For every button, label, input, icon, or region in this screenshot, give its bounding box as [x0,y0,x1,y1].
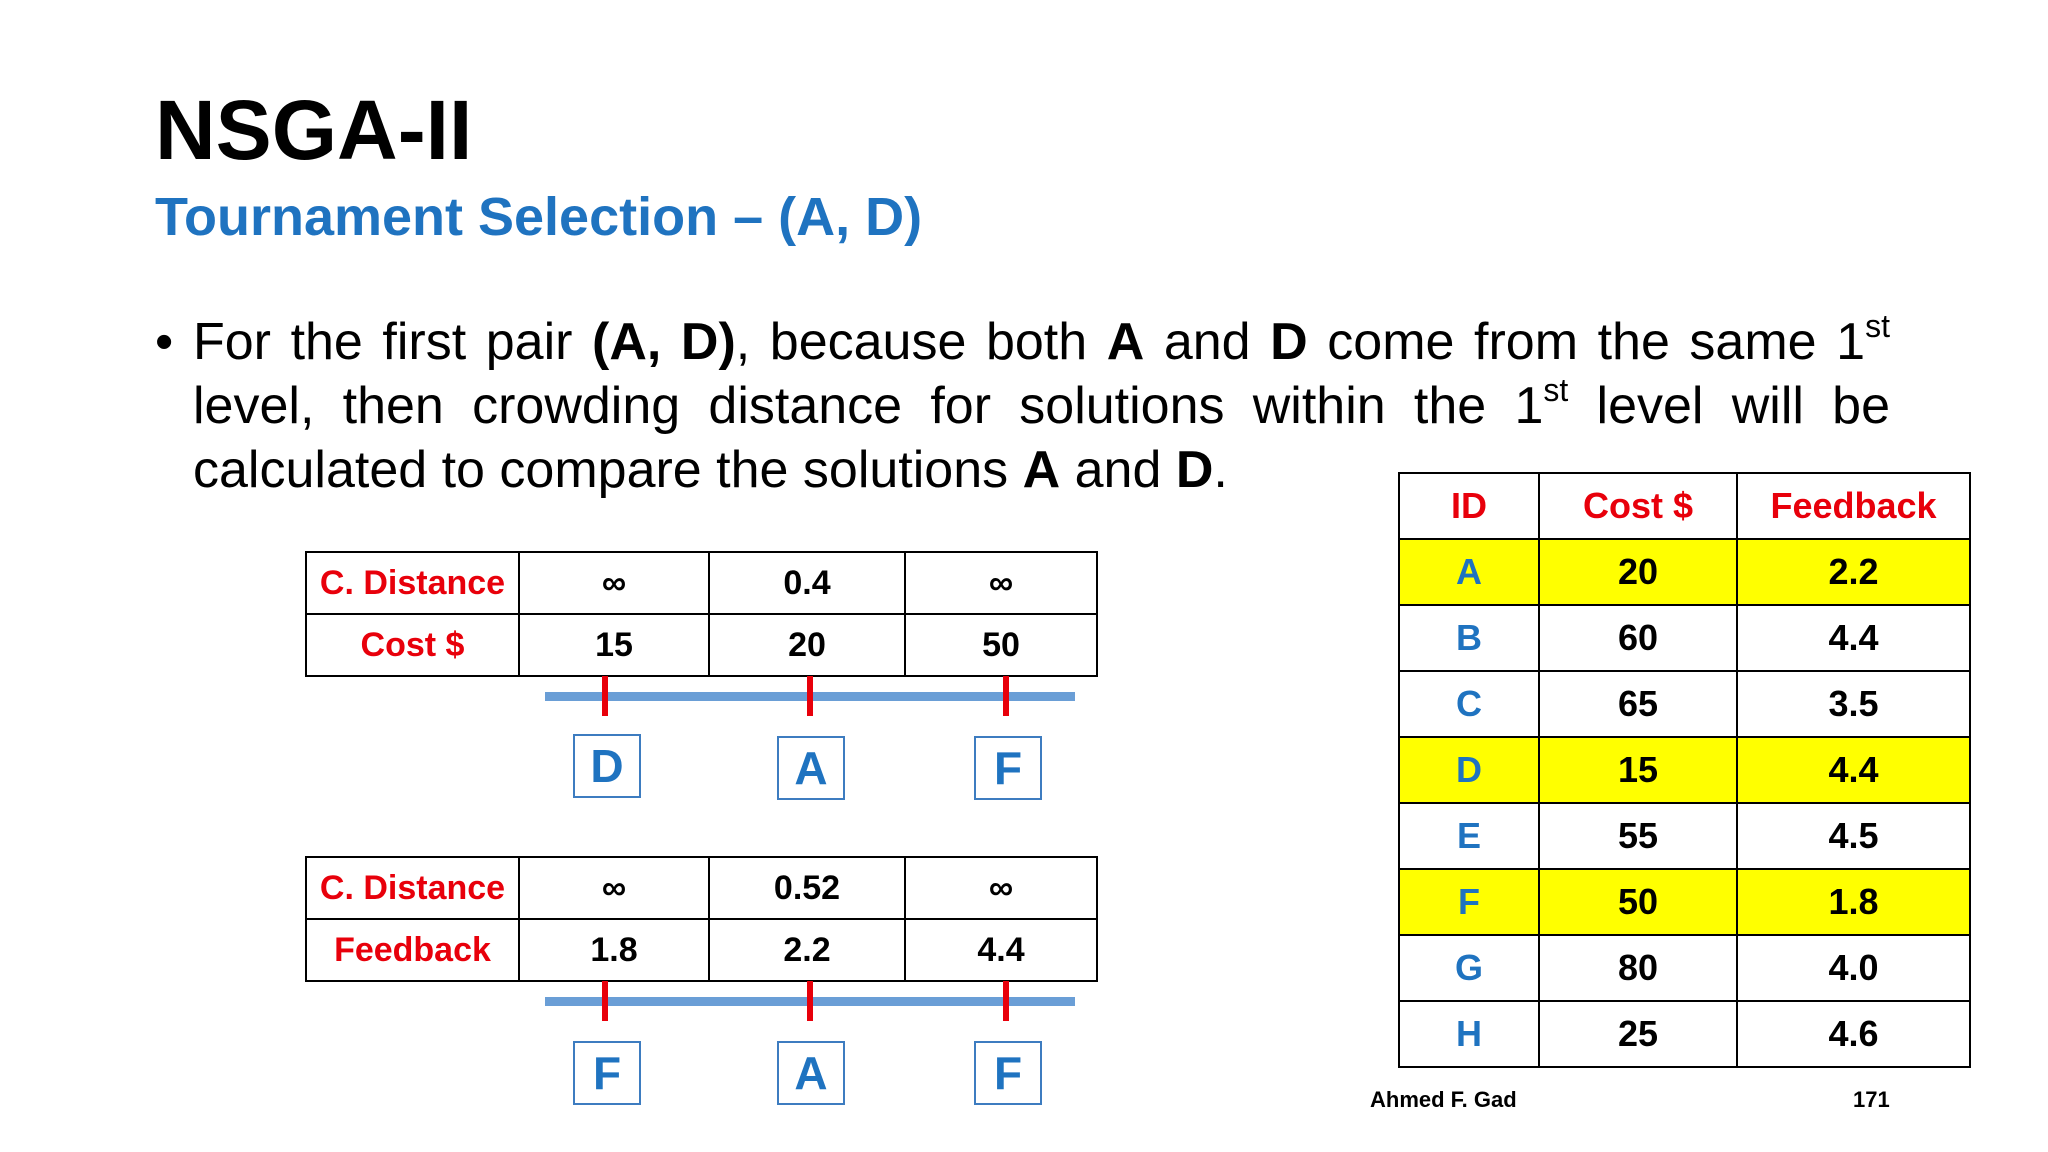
slide-subtitle: Tournament Selection – (A, D) [155,187,923,247]
table-row [1399,869,1970,935]
table-cell: 4.6 [1737,1001,1970,1067]
table-row [1399,935,1970,1001]
table-cell: ∞ [519,552,709,614]
row-label: Cost $ [306,614,519,676]
column-header: Cost $ [1539,473,1737,539]
solution-id-cell: C [1399,671,1539,737]
table-row [1399,671,1970,737]
solution-point-box: A [777,1041,845,1105]
solution-id-cell: F [1399,869,1539,935]
table-cell: 4.4 [1737,605,1970,671]
cost-distance-table [305,551,1098,677]
table-cell: ∞ [905,857,1097,919]
row-label: C. Distance [306,857,519,919]
solution-point-box: F [974,1041,1042,1105]
table-cell: 15 [519,614,709,676]
solutions-table [1398,472,1971,1068]
table-cell: 2.2 [1737,539,1970,605]
column-header: Feedback [1737,473,1970,539]
axis-tick [602,676,608,716]
column-header: ID [1399,473,1539,539]
solution-id-cell: A [1399,539,1539,605]
table-row [306,857,1097,919]
page-number: 171 [1853,1087,1890,1112]
solution-id-cell: B [1399,605,1539,671]
table-cell: 1.8 [1737,869,1970,935]
axis-tick [807,676,813,716]
table-header-row [1399,473,1970,539]
table-cell: 4.4 [1737,737,1970,803]
table-cell: 55 [1539,803,1737,869]
axis-tick [602,981,608,1021]
table-cell: 2.2 [709,919,905,981]
solution-point-box: D [573,734,641,798]
table-cell: 20 [709,614,905,676]
row-label: Feedback [306,919,519,981]
solution-id-cell: E [1399,803,1539,869]
table-cell: 50 [1539,869,1737,935]
footer-author: Ahmed F. Gad [1370,1087,1517,1112]
bullet-dot-icon: • [155,313,174,371]
table-cell: 60 [1539,605,1737,671]
axis-tick [1003,981,1009,1021]
table-cell: 4.4 [905,919,1097,981]
table-cell: 0.52 [709,857,905,919]
table-row [306,614,1097,676]
table-row [1399,605,1970,671]
solution-point-box: F [974,736,1042,800]
table-cell: 65 [1539,671,1737,737]
table-row [306,552,1097,614]
table-row [1399,803,1970,869]
axis-tick [1003,676,1009,716]
slide-title: NSGA-II [155,83,473,177]
table-cell: 15 [1539,737,1737,803]
solution-id-cell: G [1399,935,1539,1001]
table-cell: 25 [1539,1001,1737,1067]
table-cell: 80 [1539,935,1737,1001]
feedback-distance-table [305,856,1098,982]
table-cell: 4.5 [1737,803,1970,869]
axis-tick [807,981,813,1021]
table-cell: 0.4 [709,552,905,614]
table-row [306,919,1097,981]
solution-point-box: A [777,736,845,800]
table-row [1399,737,1970,803]
table-cell: ∞ [519,857,709,919]
table-cell: 50 [905,614,1097,676]
table-cell: 4.0 [1737,935,1970,1001]
bullet-text: For the first pair (A, D), because both A and D come from the same 1st level, then crowding distance for solutions within the 1st level will be calculated to compare the solutions A and D. [193,308,1891,499]
table-cell: ∞ [905,552,1097,614]
table-cell: 3.5 [1737,671,1970,737]
solution-id-cell: H [1399,1001,1539,1067]
solution-point-box: F [573,1041,641,1105]
table-row [1399,539,1970,605]
row-label: C. Distance [306,552,519,614]
table-cell: 20 [1539,539,1737,605]
solution-id-cell: D [1399,737,1539,803]
table-cell: 1.8 [519,919,709,981]
table-row [1399,1001,1970,1067]
